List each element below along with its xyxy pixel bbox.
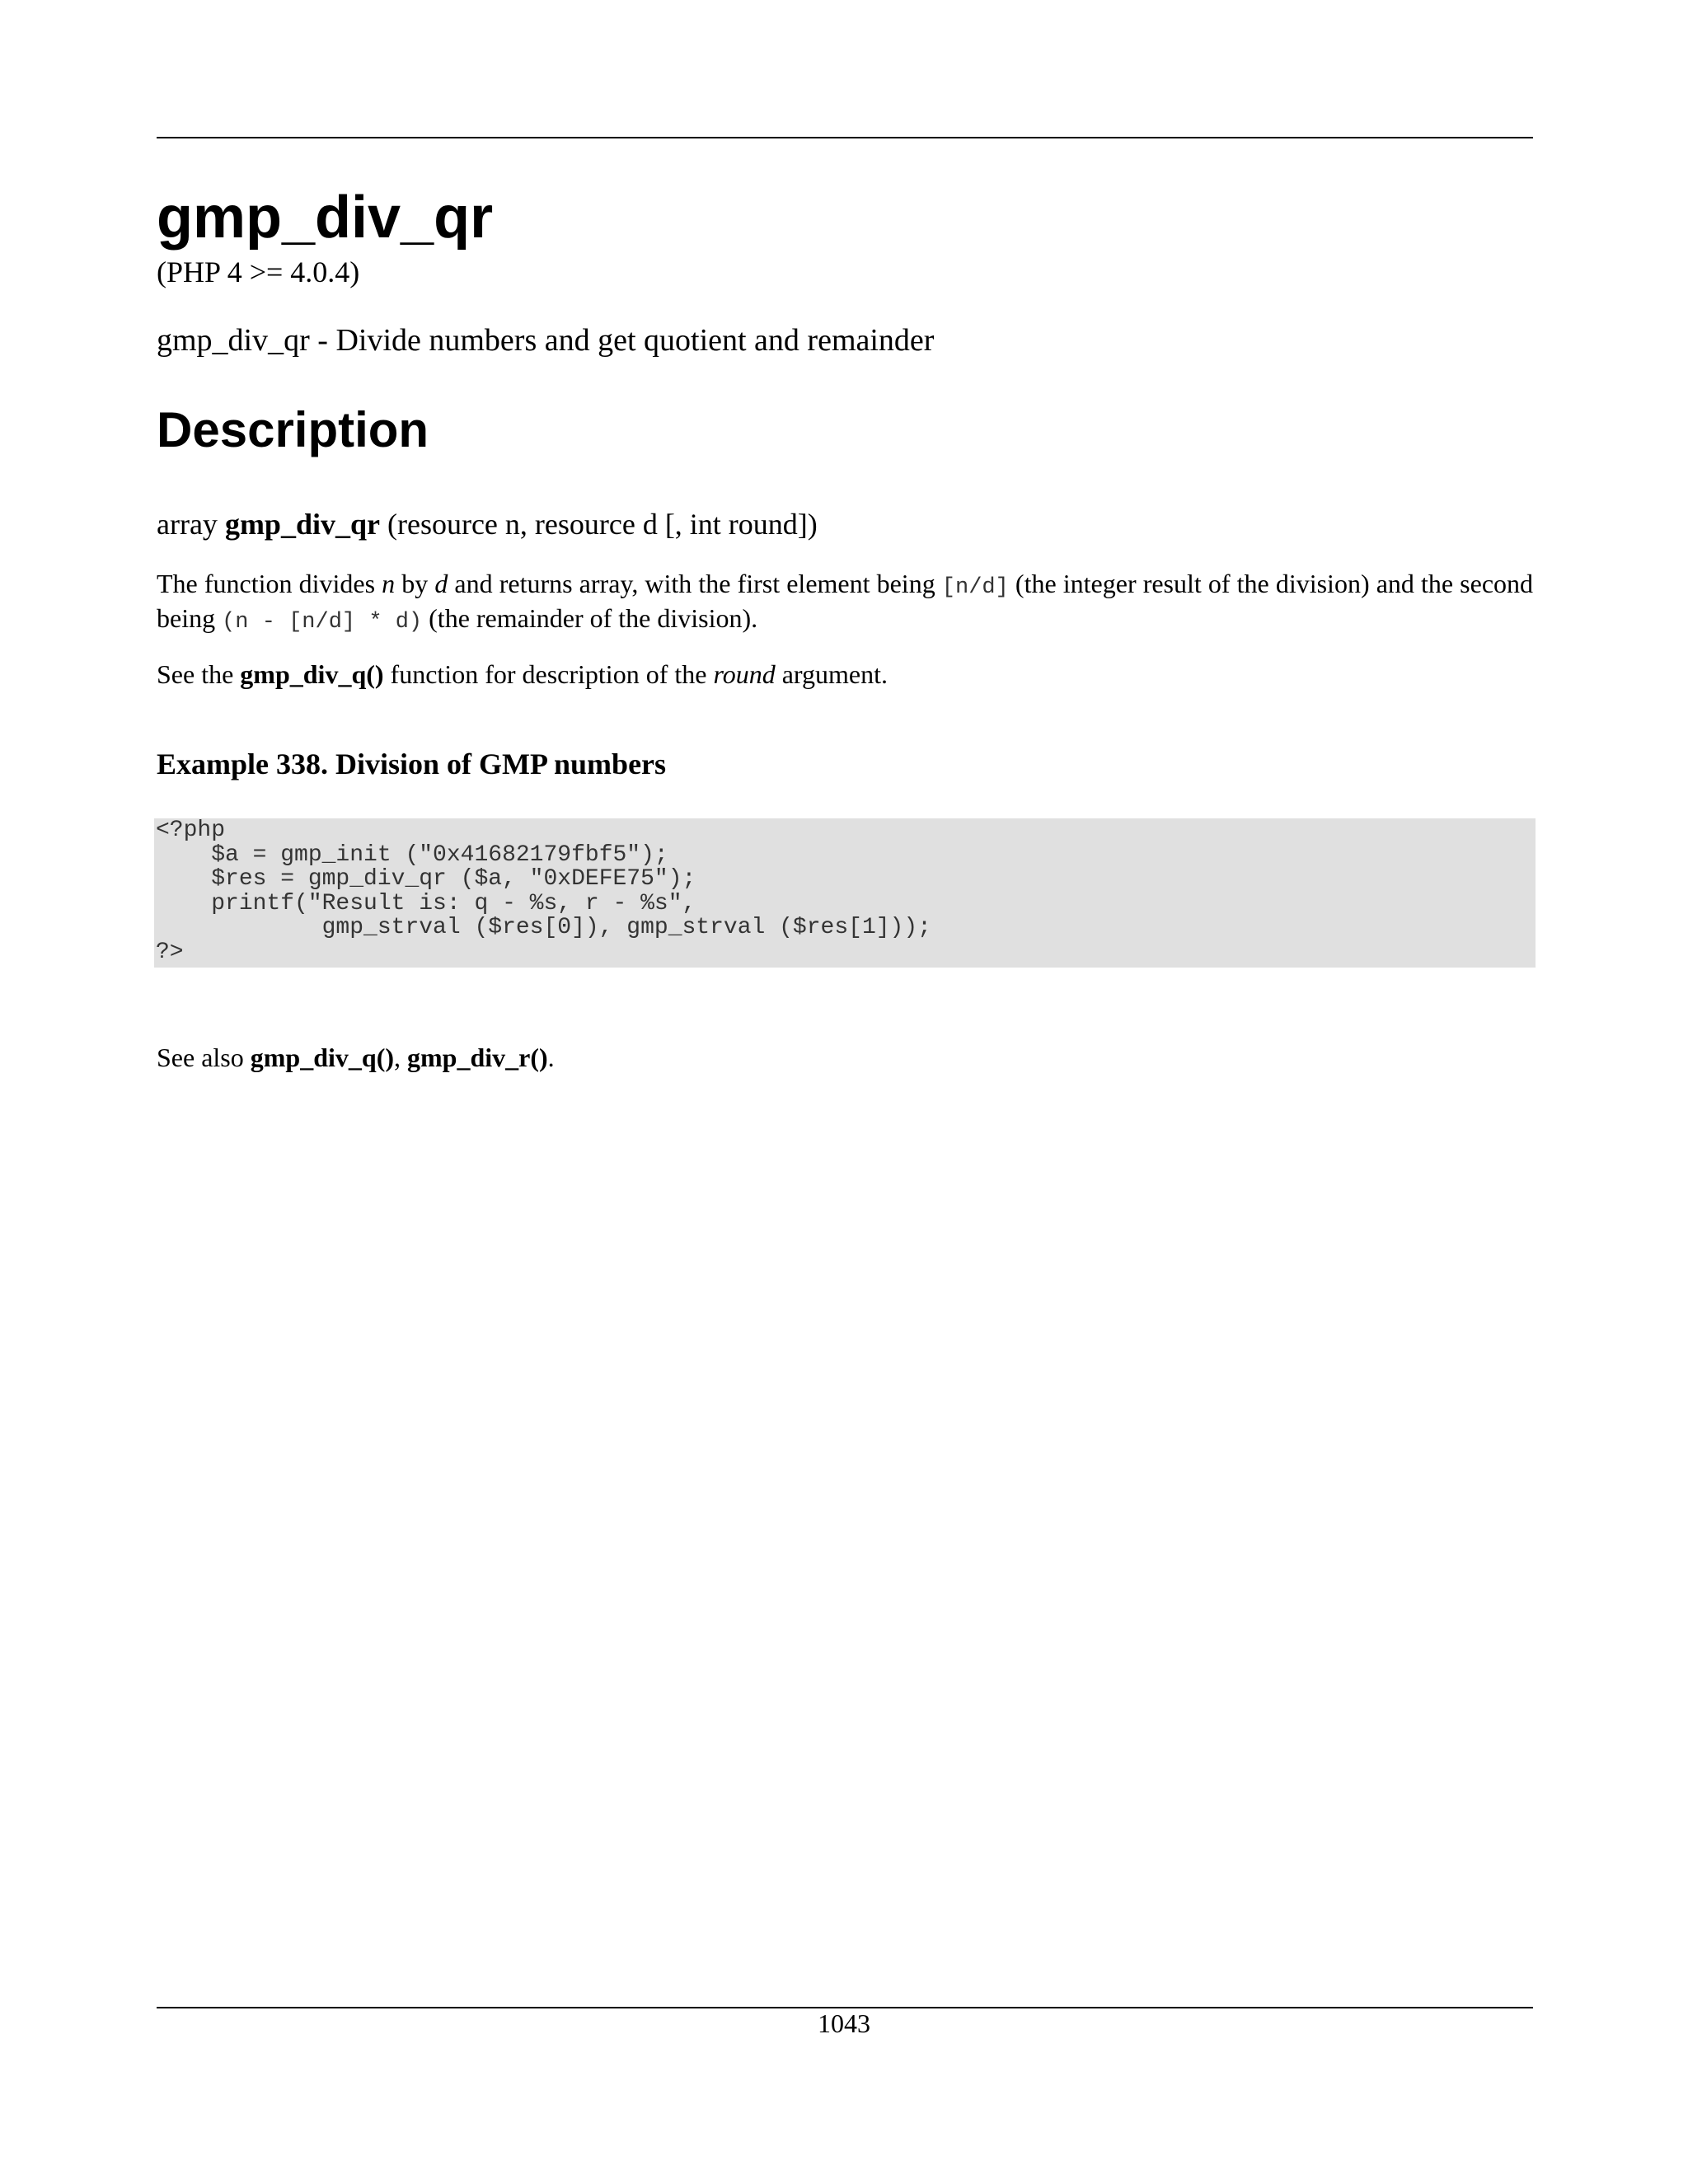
synopsis-params: (resource n, resource d [, int round]) bbox=[387, 508, 818, 541]
page-title: gmp_div_qr bbox=[157, 185, 494, 251]
inline-code-quotient: [n/d] bbox=[941, 575, 1009, 600]
description-text: (the remainder of the division). bbox=[422, 603, 758, 633]
param-round: round bbox=[713, 659, 776, 689]
round-note-text: See the bbox=[157, 659, 241, 689]
example-code: <?php $a = gmp_init ("0x41682179fbf5"); $res = gmp_div_qr ($a, "0xDEFE75"); printf("Result is: q - %s, r - %s", gmp_strval ($res[0]), gmp_strval ($res[1])); ?> bbox=[156, 818, 931, 965]
function-synopsis bbox=[157, 509, 818, 539]
refname-line bbox=[157, 325, 934, 356]
round-note-text: argument. bbox=[775, 659, 888, 689]
description-text: The function divides bbox=[157, 569, 382, 598]
refname-purpose: Divide numbers and get quotient and remainder bbox=[335, 323, 935, 358]
section-heading-description: Description bbox=[157, 402, 429, 457]
see-also-suffix: . bbox=[547, 1043, 555, 1072]
param-d: d bbox=[434, 569, 448, 598]
inline-code-remainder: (n - [n/d] * d) bbox=[222, 610, 423, 635]
description-text: by bbox=[395, 569, 435, 598]
page-number: 1043 bbox=[818, 2008, 870, 2038]
synopsis-function-name: gmp_div_qr bbox=[224, 508, 380, 541]
see-also-separator: , bbox=[394, 1043, 407, 1072]
refname-function: gmp_div_qr bbox=[157, 323, 310, 358]
see-also-link-gmp-div-r[interactable]: gmp_div_r() bbox=[407, 1043, 548, 1072]
example-code-block bbox=[154, 818, 1536, 968]
see-also-prefix: See also bbox=[157, 1043, 251, 1072]
function-link-gmp-div-q[interactable]: gmp_div_q() bbox=[240, 659, 384, 689]
header-rule bbox=[157, 137, 1533, 138]
version-info: (PHP 4 >= 4.0.4) bbox=[157, 255, 360, 288]
round-note-text: function for description of the bbox=[383, 659, 714, 689]
synopsis-return-type: array bbox=[157, 508, 218, 541]
description-text: (the integer result of the division) and the second being bbox=[157, 569, 1534, 633]
see-also-link-gmp-div-q[interactable]: gmp_div_q() bbox=[250, 1043, 394, 1072]
description-paragraph bbox=[157, 569, 1533, 638]
see-also-paragraph bbox=[157, 1043, 1533, 1073]
description-text: and returns array, with the first element being bbox=[448, 569, 942, 598]
param-n: n bbox=[382, 569, 396, 598]
refname-separator: - bbox=[309, 323, 336, 358]
round-note-paragraph bbox=[157, 659, 1533, 690]
example-title: Example 338. Division of GMP numbers bbox=[157, 748, 667, 780]
